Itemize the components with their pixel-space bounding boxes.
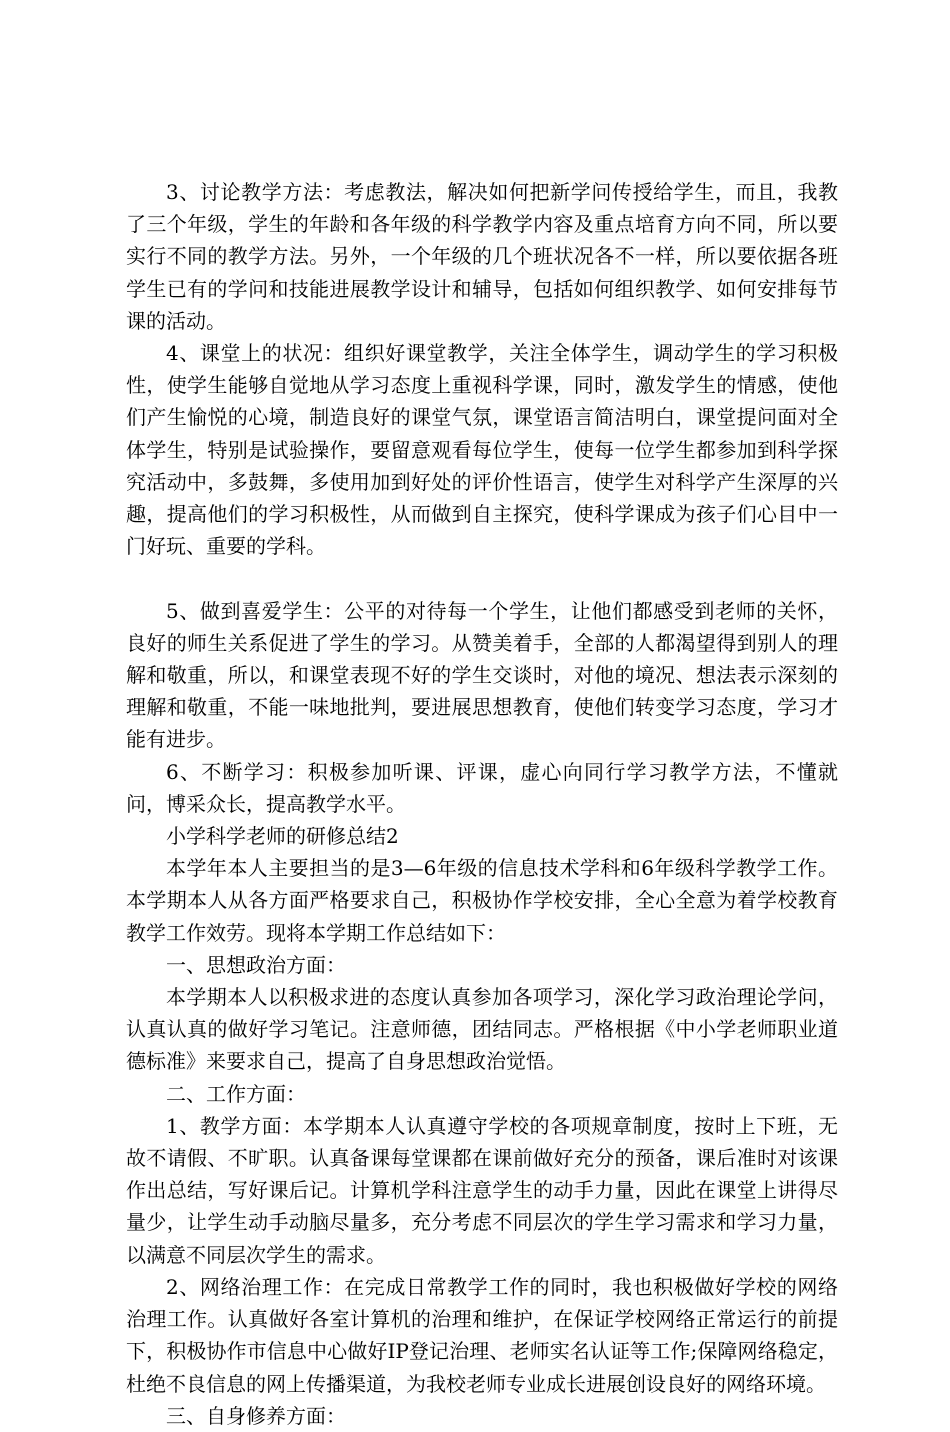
section-title-summary-2: 小学科学老师的研修总结2	[166, 824, 399, 849]
document-body	[126, 176, 838, 1432]
paragraph-network-management: 2、网络治理工作：在完成日常教学工作的同时，我也积极做好学校的网络治理工作。认真做好各室计算机的治理和维护，在保证学校网络正常运行的前提下，积极协作市信息中心做好IP登记治理、老师实名认证等工作;保障网络稳定，杜绝不良信息的网上传播渠道，为我校老师专业成长进展创设良好的网络环境。	[126, 1274, 838, 1396]
paragraph-love-students: 5、做到喜爱学生：公平的对待每一个学生，让他们都感受到老师的关怀，良好的师生关系促进了学生的学习。从赞美着手，全部的人都渴望得到别人的理解和敬重，所以，和课堂表现不好的学生交谈时，对他的境况、想法表示深刻的理解和敬重，不能一味地批判，要进展思想教育，使他们转变学习态度，学习才能有进步。	[126, 598, 838, 752]
paragraph-intro: 本学年本人主要担当的是3—6年级的信息技术学科和6年级科学教学工作。本学期本人从各方面严格要求自己，积极协作学校安排，全心全意为着学校教育教学工作效劳。现将本学期工作总结如下：	[126, 856, 838, 945]
paragraph-ideology-politics: 本学期本人以积极求进的态度认真参加各项学习，深化学习政治理论学问，认真认真的做好学习笔记。注意师德，团结同志。严格根据《中小学老师职业道德标准》来要求自己，提高了自身思想政治觉悟。	[126, 985, 838, 1074]
heading-work: 二、工作方面：	[166, 1081, 306, 1106]
paragraph-classroom-situation: 4、课堂上的状况：组织好课堂教学，关注全体学生，调动学生的学习积极性，使学生能够自觉地从学习态度上重视科学课，同时，激发学生的情感，使他们产生愉悦的心境，制造良好的课堂气氛，课堂语言简洁明白，课堂提问面对全体学生，特别是试验操作，要留意观看每位学生，使每一位学生都参加到科学探究活动中，多鼓舞，多使用加到好处的评价性语言，使学生对科学产生深厚的兴趣，提高他们的学习积极性，从而做到自主探究，使科学课成为孩子们心目中一门好玩、重要的学科。	[126, 341, 838, 559]
blank-line	[126, 562, 838, 594]
heading-self-cultivation: 三、自身修养方面：	[166, 1403, 346, 1428]
heading-ideology-politics: 一、思想政治方面：	[166, 952, 346, 977]
paragraph-teaching: 1、教学方面：本学期本人认真遵守学校的各项规章制度，按时上下班，无故不请假、不旷职。认真备课每堂课都在课前做好充分的预备，课后准时对该课作出总结，写好课后记。计算机学科注意学生的动手力量，因此在课堂上讲得尽量少，让学生动手动脑尽量多，充分考虑不同层次的学生学习需求和学习力量，以满意不同层次学生的需求。	[126, 1113, 838, 1267]
paragraph-teaching-methods: 3、讨论教学方法：考虑教法，解决如何把新学问传授给学生，而且，我教了三个年级，学生的年龄和各年级的科学教学内容及重点培育方向不同，所以要实行不同的教学方法。另外，一个年级的几个班状况各不一样，所以要依据各班学生已有的学问和技能进展教学设计和辅导，包括如何组织教学、如何安排每节课的活动。	[126, 180, 838, 333]
paragraph-continuous-learning: 6、不断学习：积极参加听课、评课，虚心向同行学习教学方法，不懂就问，博采众长，提高教学水平。	[126, 759, 838, 816]
